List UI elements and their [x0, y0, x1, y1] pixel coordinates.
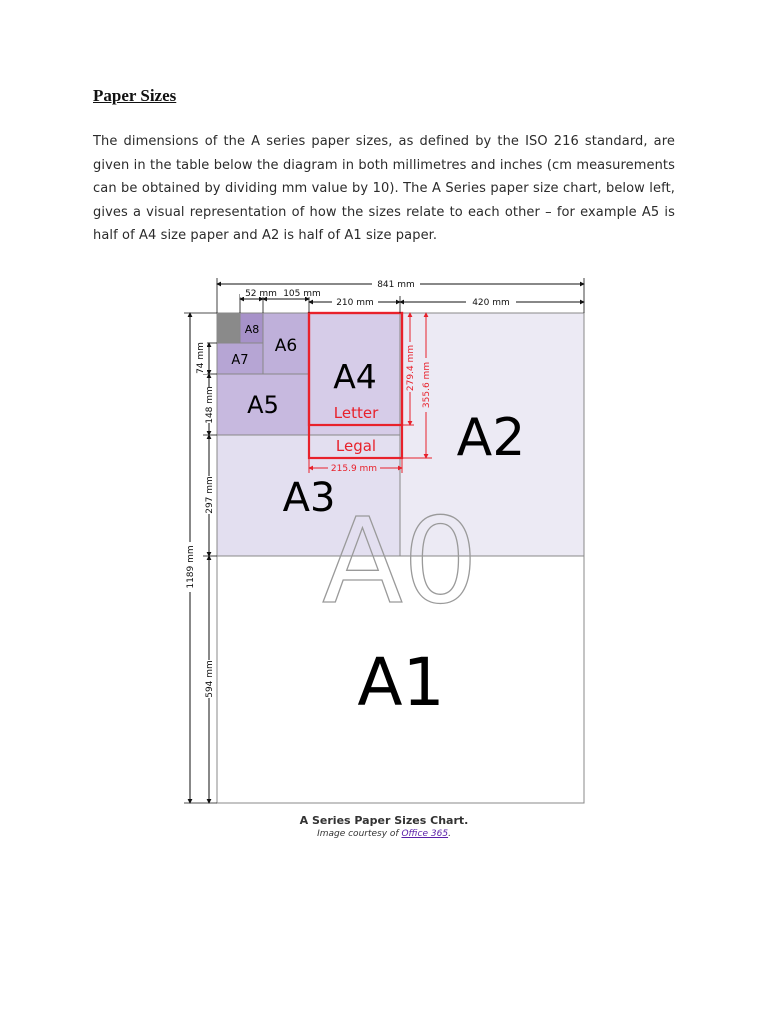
- office-365-link[interactable]: Office 365: [401, 829, 449, 839]
- label-letter: Letter: [333, 404, 379, 422]
- dim-a0-height: 1189 mm: [186, 545, 196, 589]
- label-a7: A7: [231, 353, 249, 368]
- dim-a4-width: 210 mm: [336, 298, 374, 308]
- dim-letter-height: 279.4 mm: [406, 344, 416, 392]
- dim-legal-height: 355.6 mm: [422, 361, 432, 409]
- sheet-a9: [217, 313, 240, 343]
- label-a2: A2: [456, 408, 526, 468]
- label-a0: A0: [322, 492, 478, 630]
- label-legal: Legal: [335, 437, 377, 455]
- label-a1: A1: [357, 644, 445, 721]
- label-a6: A6: [274, 336, 298, 356]
- dim-a3-height: 297 mm: [205, 476, 215, 514]
- label-a5: A5: [247, 391, 279, 419]
- label-a3: A3: [282, 475, 336, 521]
- figure-caption: A Series Paper Sizes Chart.: [299, 814, 469, 827]
- label-a8: A8: [244, 323, 260, 336]
- dim-a7-height: 74 mm: [196, 342, 206, 374]
- credit-prefix: Image courtesy of: [317, 829, 402, 839]
- dim-a1-height: 594 mm: [205, 660, 215, 698]
- dim-a0-width: 841 mm: [377, 280, 415, 290]
- figure-credit: [0, 829, 768, 839]
- dim-a6-width: 105 mm: [283, 289, 321, 299]
- label-a4: A4: [333, 357, 377, 396]
- page-heading: Paper Sizes: [93, 86, 177, 105]
- dim-a2-width: 420 mm: [472, 298, 510, 308]
- dim-a8-width: 52 mm: [245, 289, 277, 299]
- dim-letter-width: 215.9 mm: [330, 464, 378, 474]
- credit-suffix: .: [448, 829, 451, 839]
- dim-a5-height: 148 mm: [205, 386, 215, 424]
- intro-paragraph: The dimensions of the A series paper sizes, as defined by the ISO 216 standard, are given in the table below the diagram in both millimetres and inches (cm measurements can be obtained by dividing mm value by 10). The A Series paper size chart, below left, gives a visual representation of how the sizes relate to each other – for example A5 is half of A4 size paper and A2 is half of A1 size paper.: [93, 134, 675, 243]
